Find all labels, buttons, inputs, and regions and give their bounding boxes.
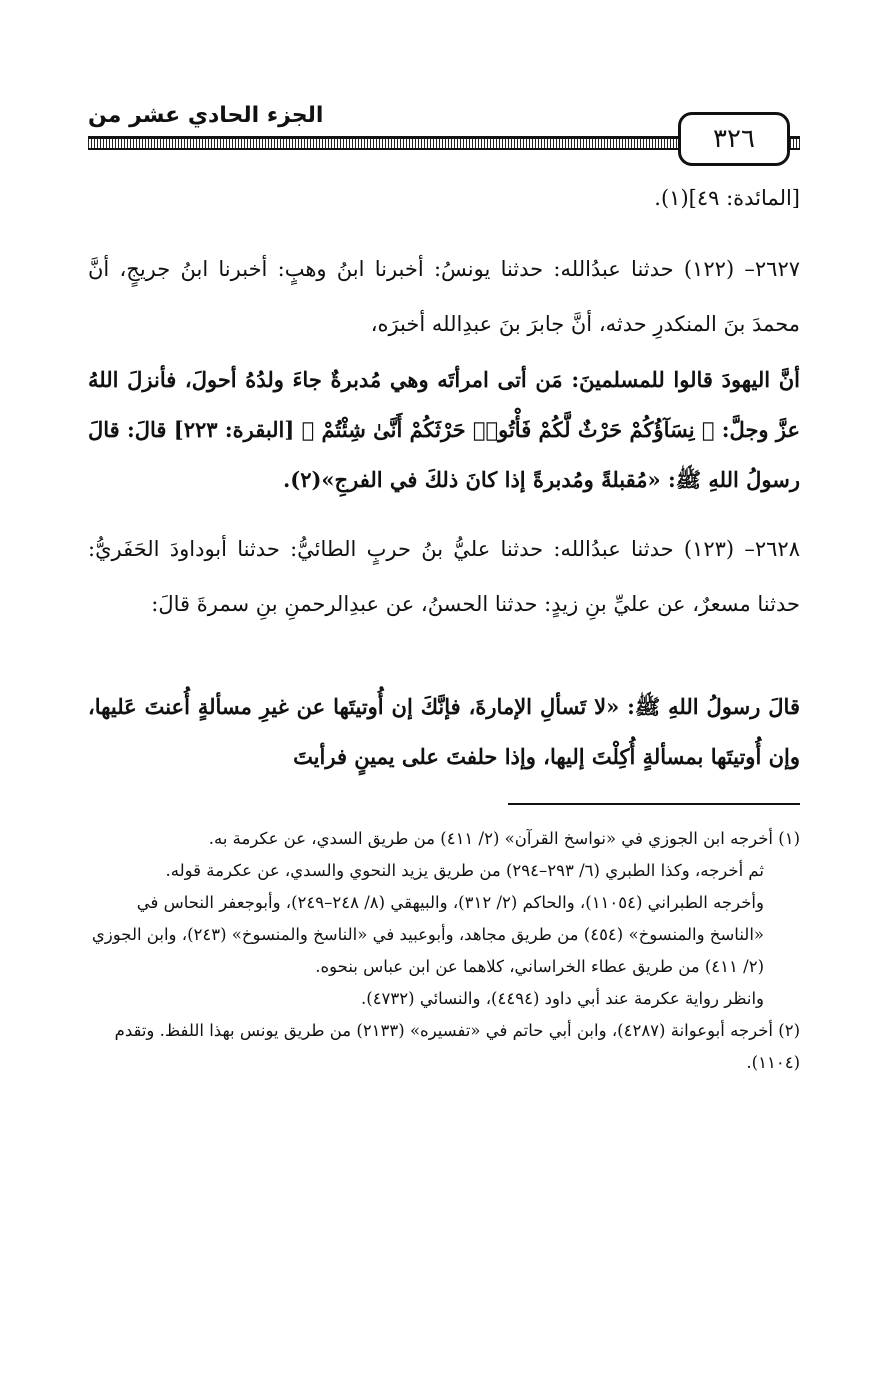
footnote-1-continuation: وأخرجه الطبراني (١١٠٥٤)، والحاكم (٢/ ٣١٢)، والبيهقي (٨/ ٢٤٨–٢٤٩)، وأبوجعفر النحاس في «الناسخ والمنسوخ» (٤٥٤) من طريق مجاهد، وأبوعبيد في «الناسخ والمنسوخ» (٢٤٣)، وابن الجوزي (٢/ ٤١١) من طريق عطاء الخراساني، كلاهما عن ابن عباس بنحوه. (91, 893, 764, 976)
footnote-1-continuation: ثم أخرجه، وكذا الطبري (٦/ ٢٩٣–٢٩٤) من طريق يزيد النحوي والسدي، عن عكرمة قوله. (165, 861, 764, 880)
quran-reference-line: [المائدة: ٤٩](١). (654, 186, 800, 210)
hadith-2627-chain: ٢٦٢٧– (١٢٢) حدثنا عبدُالله: حدثنا يونسُ: أخبرنا ابنُ وهبٍ: أخبرنا ابنُ جريجٍ، أنَّ محمدَ بنَ المنكدرِ حدثه، أنَّ جابرَ بنَ عبدِالله أخبرَه، (88, 257, 801, 336)
page-number: ٣٢٦ (678, 112, 790, 166)
running-header-title: الجزء الحادي عشر من (88, 103, 324, 128)
hadith-2628-chain: ٢٦٢٨– (١٢٣) حدثنا عبدُالله: حدثنا عليُّ بنُ حربٍ الطائيُّ: حدثنا أبوداودَ الحَفَريُّ: حدثنا مسعرٌ، عن عليِّ بنِ زيدٍ: حدثنا الحسنُ، عن عبدِالرحمنِ بنِ سمرةَ قالَ: (88, 537, 800, 616)
footnote-1: (١) أخرجه ابن الجوزي في «نواسخ القرآن» (٢/ ٤١١) من طريق السدي، عن عكرمة به. (208, 829, 800, 848)
hadith-2628-text: قالَ رسولُ اللهِ ﷺ: «لا تَسألِ الإمارةَ، فإنَّكَ إن أُوتيتَها عن غيرِ مسألةٍ أُعنتَ عَليها، وإن أُوتيتَها بمسألةٍ أُكِلْتَ إليها، وإذا حلفتَ على يمينٍ فرأيتَ (88, 694, 800, 769)
footnote-2: (٢) أخرجه أبوعوانة (٤٢٨٧)، وابن أبي حاتم في «تفسيره» (٢١٣٣) من طريق يونس بهذا اللفظ. وتقدم (١١٠٤). (114, 1021, 800, 1072)
footnote-1-continuation: وانظر رواية عكرمة عند أبي داود (٤٤٩٤)، والنسائي (٤٧٣٢). (361, 989, 764, 1008)
hadith-2627-text: أنَّ اليهودَ قالوا للمسلمينَ: مَن أتى امرأتَه وهي مُدبرةٌ جاءَ ولدُهُ أحولَ، فأنزلَ اللهُ عزَّ وجلَّ: ﴿ نِسَآؤُكُمْ حَرْثٌ لَّكُمْ فَأْتُوا۟ حَرْثَكُمْ أَنَّىٰ شِئْتُمْ ﴾ [البقرة: ٢٢٣] قالَ: قالَ رسولُ اللهِ ﷺ: «مُقبلةً ومُدبرةً إذا كانَ ذلكَ في الفرجِ»(٢). (88, 367, 800, 492)
footnote-divider (508, 803, 800, 805)
footnotes (88, 823, 800, 1079)
